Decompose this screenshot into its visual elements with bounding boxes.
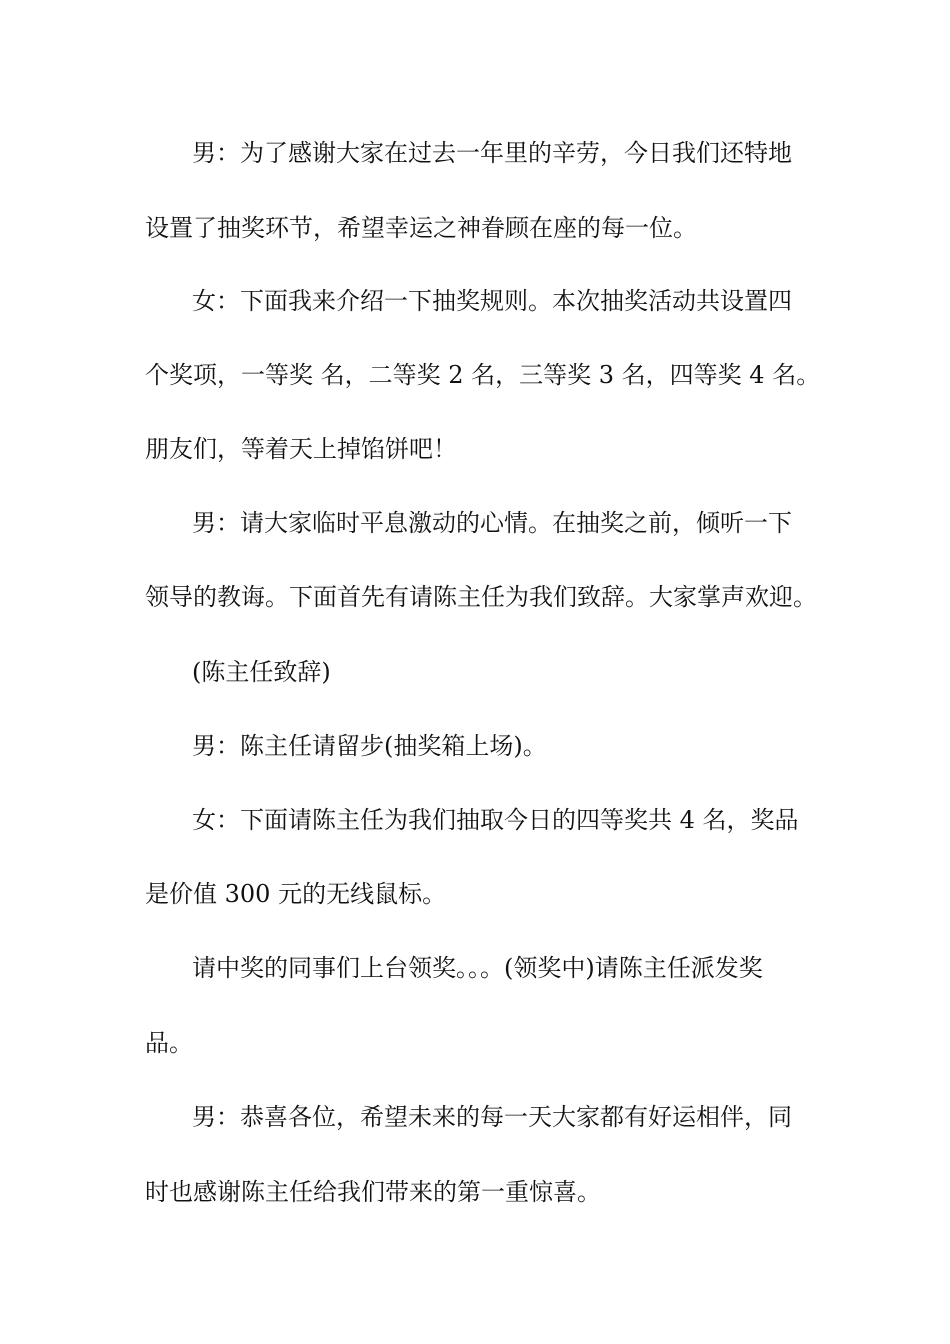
paragraph-line: 朋友们，等着天上掉馅饼吧！ bbox=[145, 435, 457, 463]
paragraph-line: 女：下面我来介绍一下抽奖规则。本次抽奖活动共设置四 bbox=[192, 287, 792, 315]
paragraph-line: 品。 bbox=[145, 1029, 193, 1057]
paragraph-line: 领导的教诲。下面首先有请陈主任为我们致辞。大家掌声欢迎。 bbox=[145, 583, 817, 611]
paragraph-line: 男：恭喜各位，希望未来的每一天大家都有好运相伴，同 bbox=[192, 1103, 792, 1131]
paragraph-line: 男：为了感谢大家在过去一年里的辛劳，今日我们还特地 bbox=[192, 139, 792, 167]
paragraph-line: 时也感谢陈主任给我们带来的第一重惊喜。 bbox=[145, 1178, 601, 1206]
paragraph-line: 是价值 300 元的无线鼠标。 bbox=[145, 880, 447, 908]
paragraph-line: 个奖项，一等奖 名，二等奖 2 名，三等奖 3 名，四等奖 4 名。 bbox=[145, 361, 821, 389]
paragraph-line: (陈主任致辞) bbox=[192, 658, 331, 686]
paragraph-line: 设置了抽奖环节，希望幸运之神眷顾在座的每一位。 bbox=[145, 214, 697, 242]
paragraph-line: 男：陈主任请留步(抽奖箱上场)。 bbox=[192, 732, 547, 760]
paragraph-line: 请中奖的同事们上台领奖。。。(领奖中)请陈主任派发奖 bbox=[192, 954, 763, 982]
paragraph-line: 女：下面请陈主任为我们抽取今日的四等奖共 4 名，奖品 bbox=[192, 806, 799, 834]
paragraph-line: 男：请大家临时平息激动的心情。在抽奖之前，倾听一下 bbox=[192, 509, 792, 537]
